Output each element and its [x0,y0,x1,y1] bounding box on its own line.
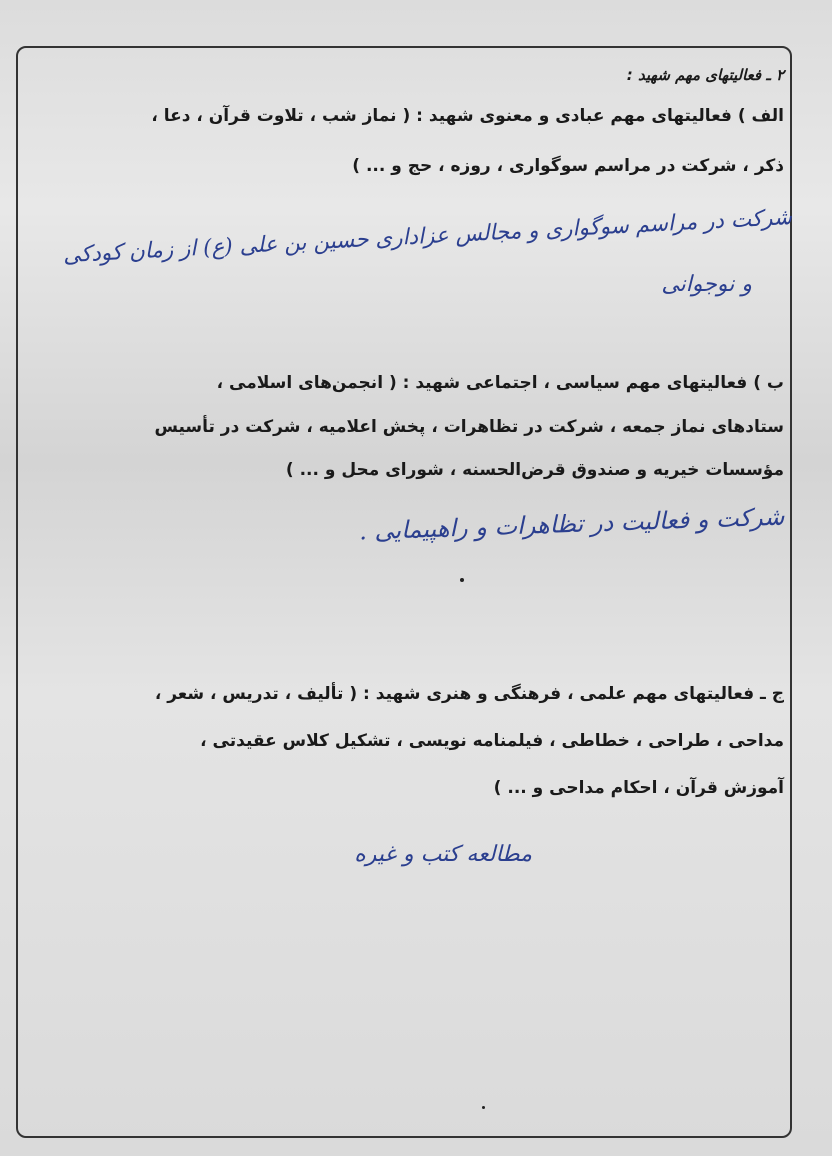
section-a-line-2: ذکر ، شرکت در مراسم سوگواری ، روزه ، حج و ... ) [352,156,784,176]
section-c-handwritten-answer: مطالعه کتب و غیره [354,842,532,867]
section-heading: ۲ ـ فعالیتهای مهم شهید : [626,66,784,84]
ink-dot [482,1106,485,1109]
section-a-handwritten-answer-2: و نوجوانی [661,272,752,297]
section-c-line-2: مداحی ، طراحی ، خطاطی ، فیلمنامه نویسی ، تشکیل کلاس عقیدتی ، [200,731,784,751]
section-b-line-2: ستادهای نماز جمعه ، شرکت در تظاهرات ، پخش اعلامیه ، شرکت در تأسیس [154,417,784,437]
section-b-line-1: ب ) فعالیتهای مهم سیاسی ، اجتماعی شهید : ( انجمن‌های اسلامی ، [216,373,784,393]
section-c-line-3: آموزش قرآن ، احکام مداحی و ... ) [493,778,784,798]
section-a-handwritten-answer-1: شرکت در مراسم سوگواری و مجالس عزاداری حسین بن علی (ع) از زمان کودکی [62,205,793,269]
ink-dot [460,578,464,582]
section-a-line-1: الف ) فعالیتهای مهم عبادی و معنوی شهید : ( نماز شب ، تلاوت قرآن ، دعا ، [151,106,784,126]
section-b-line-3: مؤسسات خیریه و صندوق قرض‌الحسنه ، شورای محل و ... ) [285,460,784,480]
section-c-line-1: ج ـ فعالیتهای مهم علمی ، فرهنگی و هنری شهید : ( تألیف ، تدریس ، شعر ، [154,684,784,704]
page-border [16,46,792,1138]
section-b-handwritten-answer: شرکت و فعالیت در تظاهرات و راهپیمایی . [358,502,785,546]
